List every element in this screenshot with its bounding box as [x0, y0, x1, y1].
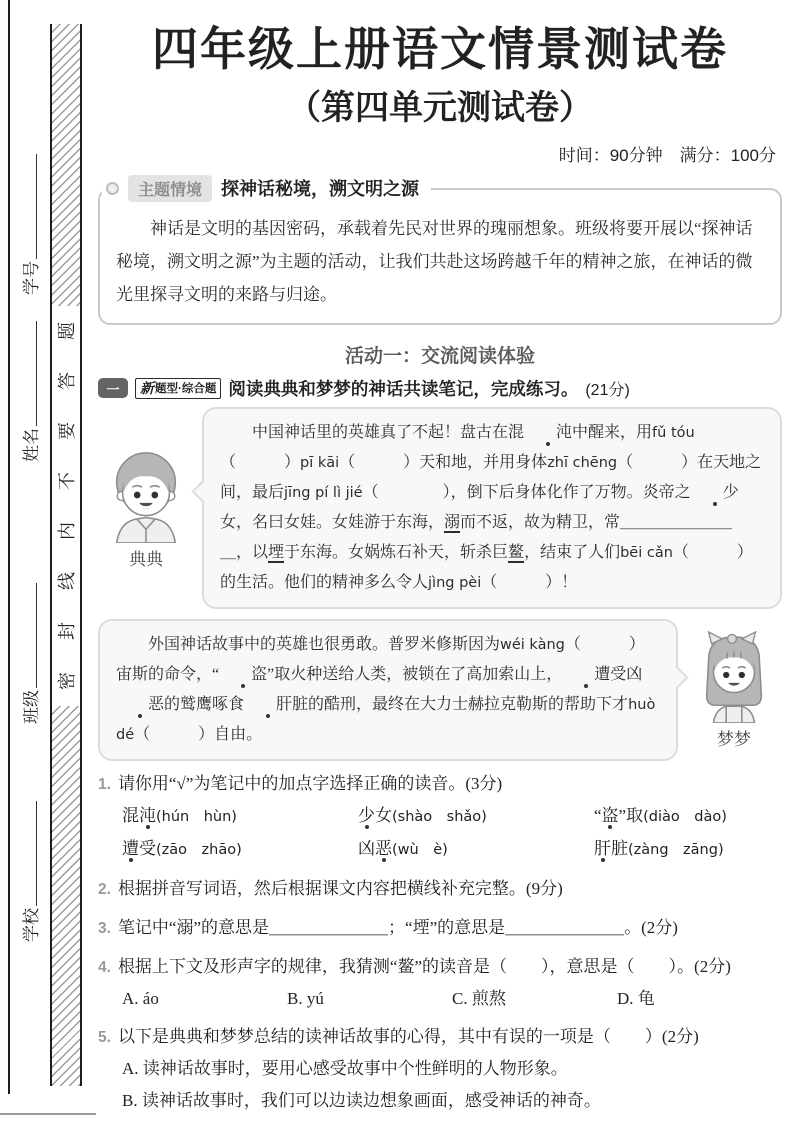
question-1-word-row-1	[122, 800, 782, 833]
question-5-option-b: B. 读神话故事时，我们可以边读边想象画面，感受神话的神奇。	[122, 1090, 601, 1110]
seal-line-text: 题 答 要 不 内 线 封 密	[57, 322, 77, 690]
question-2	[98, 873, 782, 905]
question-1-word-row-2	[122, 833, 782, 866]
question-type-badge	[135, 378, 221, 399]
question-4-options	[122, 983, 782, 1014]
badge-type-label: 题型·综合题	[155, 383, 217, 396]
question-4-number: 4.	[98, 958, 111, 976]
option-c: C. 煎熬	[452, 988, 506, 1008]
question-3	[98, 912, 782, 944]
exam-meta: 时间：90分钟 满分：100分	[558, 145, 776, 165]
theme-context-box	[98, 179, 782, 325]
mengmeng-speech-bubble	[98, 619, 678, 761]
page-title: 四年级上册语文情景测试卷	[152, 23, 728, 75]
diandian-name: 典典	[129, 549, 163, 569]
section-score: (21分)	[585, 381, 630, 399]
question-1	[98, 768, 782, 800]
page-edge-line	[8, 0, 10, 1094]
field-student-id	[17, 154, 42, 295]
diandian-speech-bubble	[202, 407, 782, 609]
theme-badge: 主题情境	[128, 175, 212, 202]
question-1-text: 请你用“√”为笔记中的加点字选择正确的读音。(3分)	[117, 773, 503, 793]
badge-new-label: 新	[140, 382, 154, 398]
option-b: B. yú	[287, 988, 324, 1008]
mengmeng-note-row	[98, 619, 782, 761]
question-5-number: 5.	[98, 1028, 111, 1046]
theme-title: 探神话秘境，溯文明之源	[221, 179, 420, 200]
field-class-blank	[21, 583, 37, 688]
field-school	[17, 801, 42, 942]
diandian-note-text: 中国神话里的英雄真了不起！盘古在混 沌中醒来，用fǔ tóu（ ）pī kāi（ ）天和地，并用身体zhī chēng（ ）在天地之间，最后jīng pí lì jié（ ），倒下后身体化作了万物。炎帝之 少女，名曰女娃。女娃游于东海，溺而不返，故为精卫，常＿＿＿＿＿＿＿＿，以堙于东海。女娲炼石补天，斩杀巨鳌，结束了人们bēi cǎn（ ）的生活。他们的精神多么令人jìng pèi（ ）！	[220, 423, 762, 591]
question-1-number: 1.	[98, 775, 111, 793]
seal-hatch-bottom	[52, 706, 80, 1086]
mengmeng-avatar	[692, 627, 776, 723]
speech-tail-left	[191, 479, 215, 503]
word-item: 肝脏(zàng zāng)	[594, 838, 724, 858]
option-d: D. 龟	[617, 988, 655, 1008]
word-item: “盗”取(diào dào)	[594, 805, 727, 825]
field-student-id-blank	[21, 154, 37, 259]
section-instruction: 阅读典典和梦梦的神话共读笔记，完成练习。	[228, 378, 579, 399]
question-5	[98, 1021, 782, 1053]
field-name	[17, 321, 42, 462]
option-a: A. áo	[122, 988, 159, 1008]
question-3-text: 笔记中“溺”的意思是＿＿＿＿＿＿＿；“堙”的意思是＿＿＿＿＿＿＿。(2分)	[117, 917, 678, 937]
page-subtitle: （第四单元测试卷）	[287, 88, 593, 127]
field-school-blank	[21, 801, 37, 906]
diandian-avatar	[102, 447, 190, 543]
theme-dot-icon	[106, 182, 119, 195]
diandian-avatar-column	[98, 407, 194, 609]
mengmeng-note-text: 外国神话故事中的英雄也很勇敢。普罗米修斯因为wéi kàng（ ）宙斯的命令，“ 盗”取火种送给人类，被锁在了高加索山上， 遭受凶恶的鹫鹰啄食 肝脏的酷刑，最终在大力士赫拉克勒斯的帮助下才huò dé（ ）自由。	[116, 635, 660, 743]
activity-heading: 活动一：交流阅读体验	[344, 345, 535, 367]
field-name-blank	[21, 321, 37, 426]
page-corner-line	[0, 1113, 96, 1115]
theme-header	[102, 175, 431, 202]
question-4-text: 根据上下文及形声字的规律，我猜测“鳌”的读音是（ ），意思是（ ）。(2分)	[117, 956, 731, 976]
seal-hatch-top	[52, 24, 80, 306]
mengmeng-avatar-column	[686, 619, 782, 761]
question-2-text: 根据拼音写词语，然后根据课文内容把横线补充完整。(9分)	[117, 878, 563, 898]
field-student-id-label: 学号	[22, 261, 41, 295]
field-name-label: 姓名	[22, 428, 41, 462]
question-5-text: 以下是典典和梦梦总结的读神话故事的心得，其中有误的一项是（ ）(2分)	[117, 1026, 699, 1046]
theme-body-text: 神话是文明的基因密码，承载着先民对世界的瑰丽想象。班级将要开展以“探神话秘境，溯文明之源”为主题的活动，让我们共赴这场跨越千年的精神之旅，在神话的微光里探寻文明的来路与归途。	[116, 218, 753, 304]
question-5-option-a: A. 读神话故事时，要用心感受故事中个性鲜明的人物形象。	[122, 1058, 568, 1078]
word-item: 凶恶(wù è)	[358, 838, 448, 858]
question-3-number: 3.	[98, 919, 111, 937]
section-one-header	[98, 376, 782, 401]
field-school-label: 学校	[22, 908, 41, 942]
field-class-label: 班级	[22, 690, 41, 724]
word-item: 少女(shào shǎo)	[358, 805, 487, 825]
section-number-badge: 一	[98, 378, 128, 398]
speech-tail-right	[664, 665, 688, 689]
question-2-number: 2.	[98, 880, 111, 898]
question-4	[98, 951, 782, 983]
mengmeng-name: 梦梦	[717, 729, 751, 749]
paper-main	[98, 0, 782, 1117]
seal-line-band	[50, 24, 82, 1086]
word-item: 遭受(zāo zhāo)	[122, 838, 242, 858]
word-item: 混沌(hún hùn)	[122, 805, 237, 825]
diandian-note-row	[98, 407, 782, 609]
field-class	[17, 583, 42, 724]
